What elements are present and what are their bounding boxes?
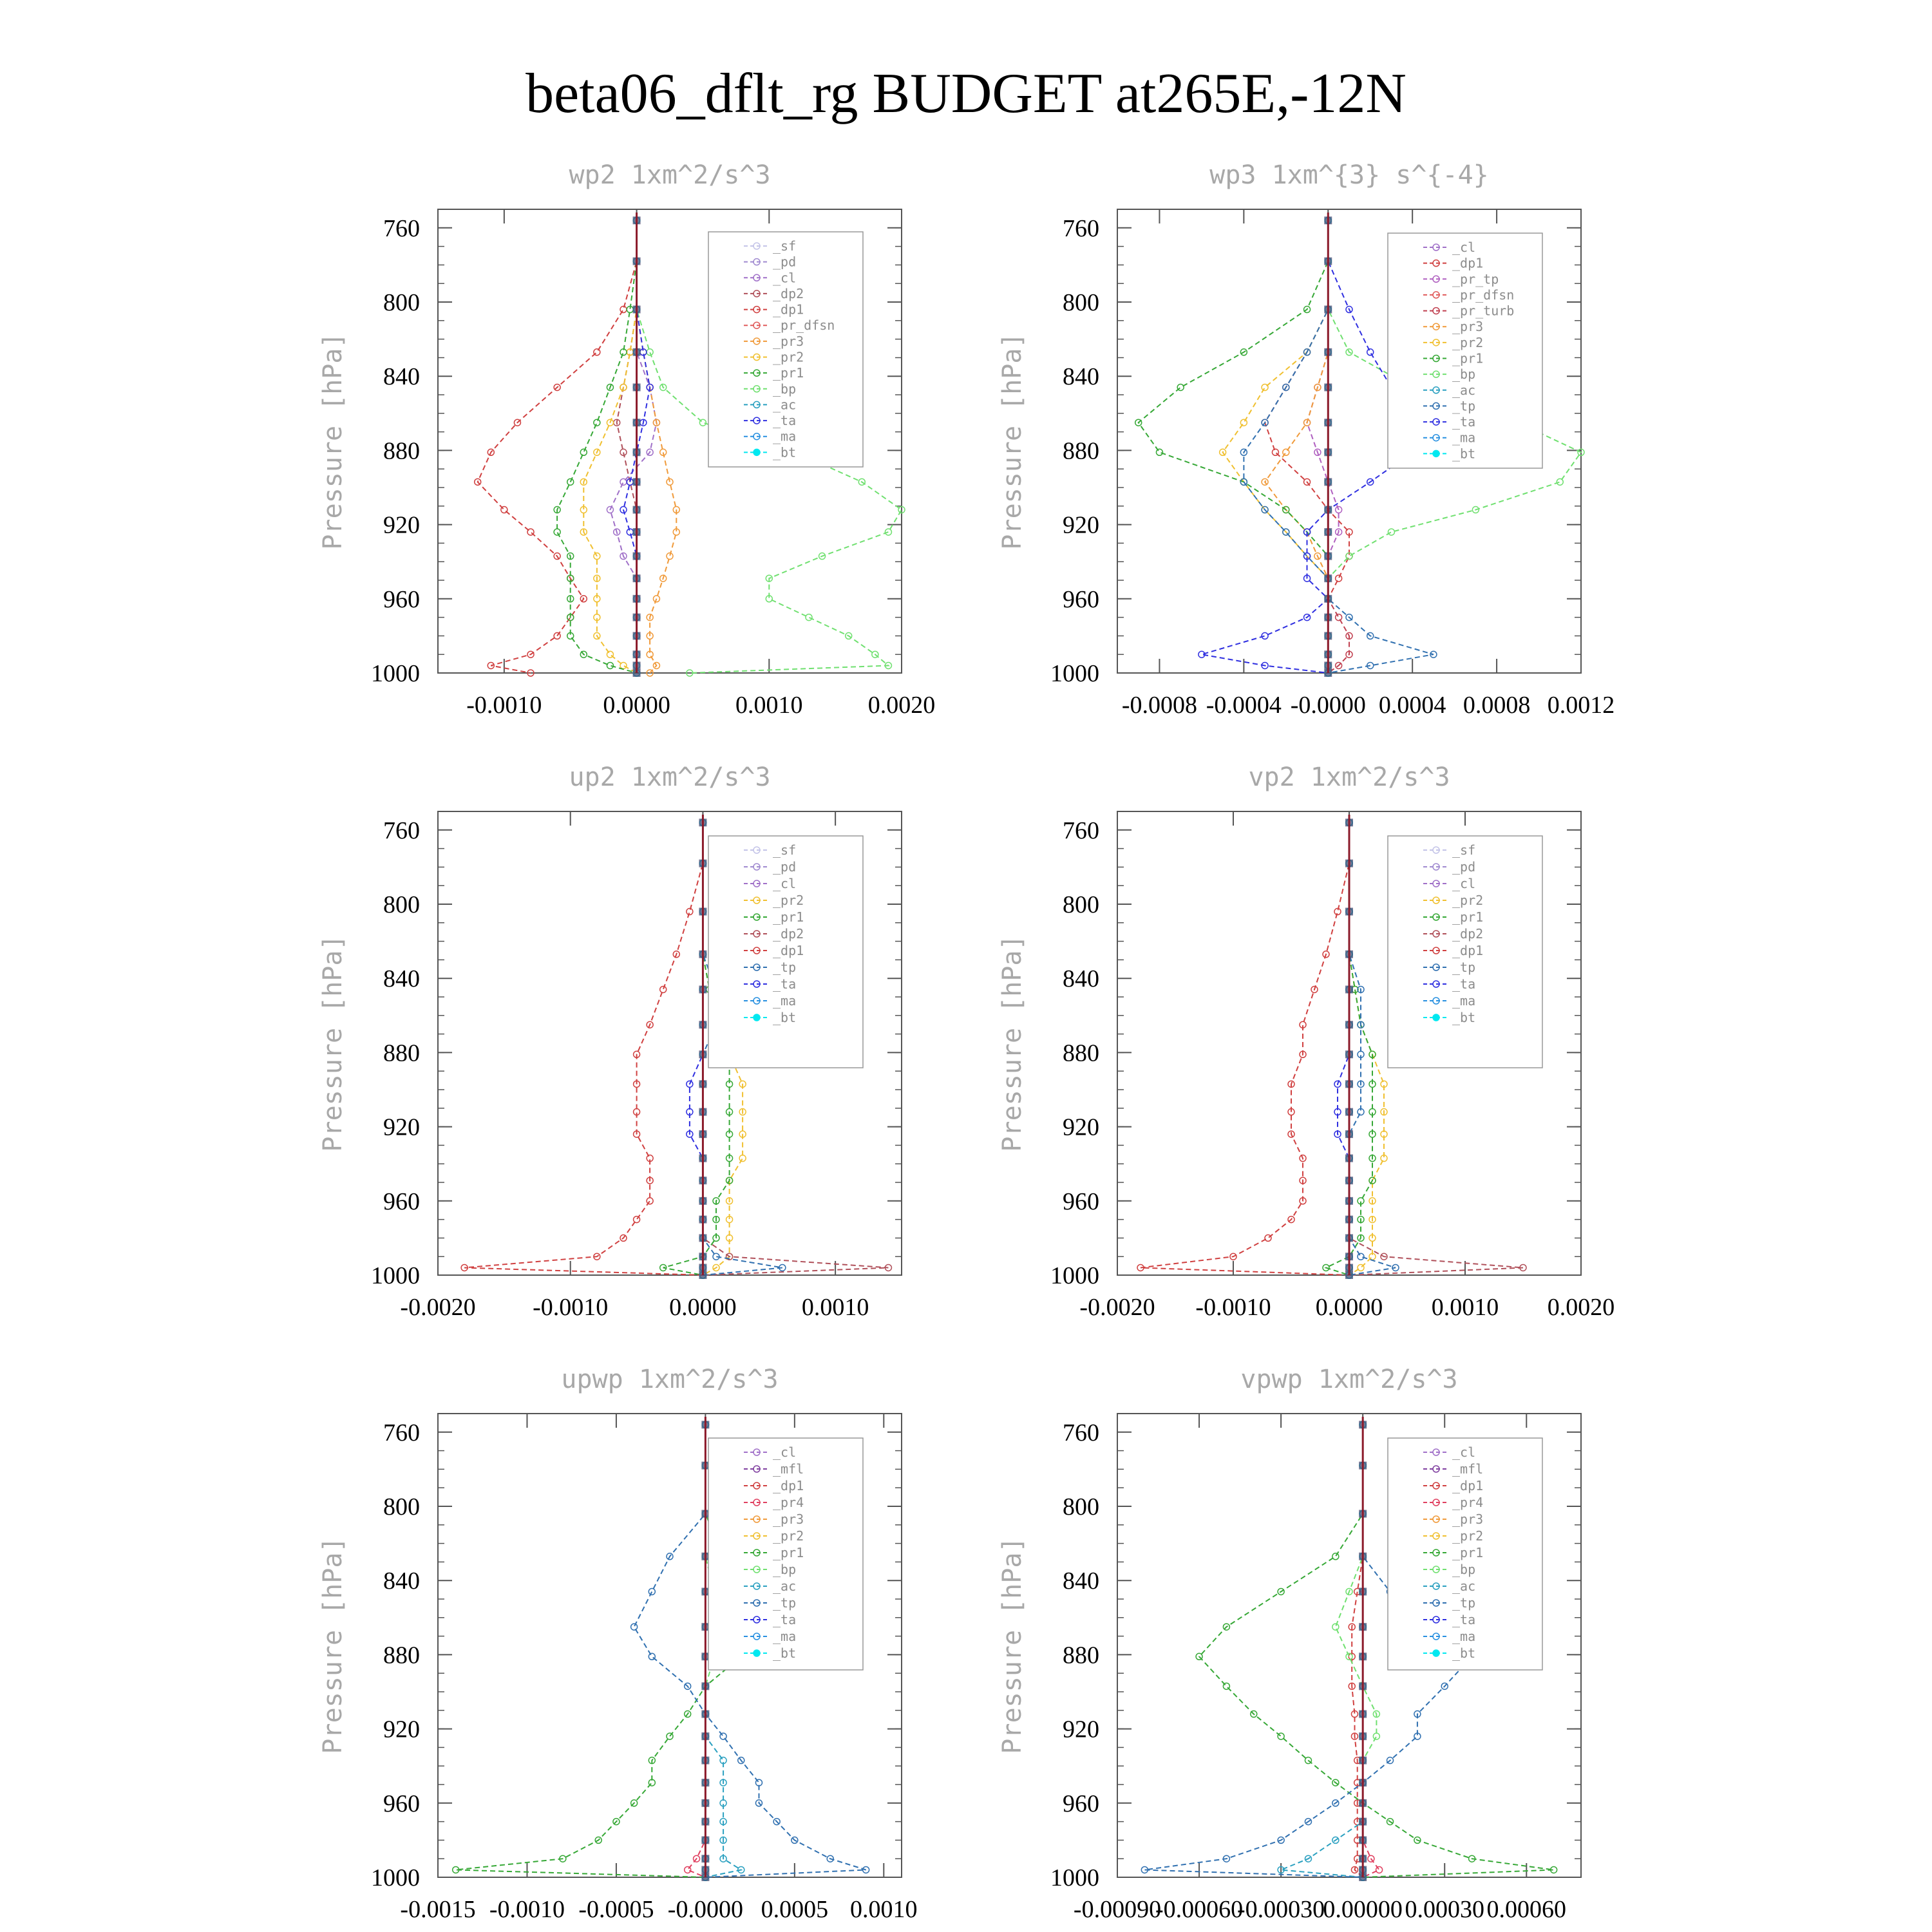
y-tick-label: 880 [1063, 1642, 1099, 1669]
data-point_pr1 [594, 419, 600, 426]
series-line_pr_tp [1307, 220, 1339, 673]
y-tick-label: 1000 [1050, 1262, 1099, 1289]
data-point_dp1 [647, 1198, 653, 1204]
legend-label_pr1: _pr1 [1452, 1545, 1484, 1560]
data-point_dp1 [660, 986, 667, 992]
legend-label_ma: _ma [773, 428, 797, 444]
legend [1388, 233, 1542, 468]
x-tick-label: 0.00030 [1405, 1896, 1484, 1923]
y-tick-label: 920 [1063, 1716, 1099, 1743]
data-point_dp1 [1336, 575, 1342, 582]
legend-label_mfl: _mfl [1452, 1461, 1484, 1477]
legend-marker_bt [1433, 1650, 1439, 1656]
data-point_pr2 [620, 662, 627, 668]
y-tick-label: 920 [383, 1716, 420, 1743]
legend-label_ma: _ma [1452, 1629, 1476, 1644]
legend-label_dp1: _dp1 [1452, 1478, 1484, 1493]
legend-label_pr1: _pr1 [1452, 350, 1484, 366]
data-point_pr2 [739, 1155, 746, 1162]
y-tick-label: 920 [383, 1113, 420, 1141]
legend-label_pr1: _pr1 [773, 365, 804, 381]
series-line_pr_turb [1328, 220, 1349, 673]
y-tick-label: 840 [383, 965, 420, 993]
data-point_tp [649, 1653, 655, 1660]
legend-label_cl: _cl [773, 876, 797, 891]
x-tick-label: -0.0000 [667, 1896, 743, 1923]
legend-label_dp2: _dp2 [773, 926, 804, 942]
figure-title: beta06_dflt_rg BUDGET at265E,-12N [526, 62, 1406, 125]
x-tick-label: -0.0010 [466, 692, 542, 719]
legend-label_bt: _bt [1452, 1645, 1476, 1661]
legend-label_cl: _cl [1452, 240, 1476, 255]
y-tick-label: 840 [1063, 965, 1099, 993]
x-tick-label: -0.0020 [1079, 1294, 1155, 1321]
y-tick-label: 800 [383, 1493, 420, 1520]
x-tick-label: -0.0020 [400, 1294, 476, 1321]
legend-label_dp1: _dp1 [1452, 255, 1484, 271]
legend-label_pr2: _pr2 [1452, 334, 1484, 350]
data-point_pr4 [1376, 1866, 1383, 1873]
data-point_pr_turb [1336, 614, 1342, 621]
legend-marker_bt [1433, 450, 1439, 457]
data-point_bp [885, 529, 891, 535]
x-tick-label: -0.0004 [1206, 692, 1282, 719]
data-point_pr1 [667, 1733, 673, 1739]
legend-marker_bt [753, 1014, 760, 1021]
legend [708, 1438, 863, 1670]
series-line_pr2 [1349, 822, 1384, 1275]
data-point_ta [1367, 349, 1374, 355]
legend [708, 232, 863, 467]
legend-label_ac: _ac [1452, 1578, 1476, 1594]
panel-title: vp2 1xm^2/s^3 [1248, 762, 1450, 792]
data-point_dp1 [634, 1217, 640, 1223]
y-axis-label: Pressure [hPa] [318, 332, 348, 550]
x-tick-label: 0.0010 [1431, 1294, 1499, 1321]
series-line_pr1 [1139, 220, 1329, 673]
y-tick-label: 920 [1063, 511, 1099, 539]
series-line_dp1 [1352, 1425, 1363, 1877]
data-point_dp1 [594, 349, 600, 355]
legend-label_tp: _tp [773, 1595, 797, 1611]
y-tick-label: 760 [383, 214, 420, 242]
legend [1388, 836, 1542, 1068]
series-line_dp2 [617, 220, 637, 673]
legend-label_ta: _ta [1452, 1612, 1476, 1627]
y-tick-label: 760 [1063, 817, 1099, 844]
legend-label_bt: _bt [1452, 1010, 1476, 1025]
y-tick-label: 960 [383, 1188, 420, 1215]
legend-label_ta: _ta [1452, 414, 1476, 430]
legend-label_sf: _sf [773, 238, 797, 254]
y-tick-label: 800 [383, 891, 420, 918]
y-tick-label: 1000 [371, 660, 420, 687]
legend-label_bp: _bp [773, 381, 797, 397]
y-tick-label: 840 [383, 363, 420, 391]
data-point_dp1 [527, 529, 534, 535]
panel-title: up2 1xm^2/s^3 [569, 762, 771, 792]
data-point_pr2 [1240, 419, 1247, 426]
panel-title: wp3 1xm^{3} s^{-4} [1209, 160, 1489, 190]
y-tick-label: 760 [383, 817, 420, 844]
data-point_dp1 [1265, 1235, 1271, 1241]
legend-label_tp: _tp [773, 960, 797, 975]
y-tick-label: 1000 [371, 1262, 420, 1289]
data-point_bp [1557, 478, 1563, 485]
x-tick-label: 0.0012 [1547, 692, 1615, 719]
x-tick-label: 0.0008 [1463, 692, 1531, 719]
y-tick-label: 880 [383, 1642, 420, 1669]
legend-label_dp1: _dp1 [1452, 943, 1484, 958]
data-point_pr1 [1156, 449, 1162, 455]
x-tick-label: 0.0005 [761, 1896, 829, 1923]
data-point_bp [699, 419, 706, 426]
legend-marker_bt [753, 449, 760, 455]
y-axis-label: Pressure [hPa] [998, 1537, 1027, 1754]
legend-label_pr2: _pr2 [1452, 893, 1484, 908]
x-tick-label: 0.00060 [1486, 1896, 1567, 1923]
data-point_pr2 [607, 651, 613, 658]
legend-label_dp1: _dp1 [773, 943, 804, 958]
series-line_dp1 [464, 822, 703, 1275]
data-point_bp [1388, 529, 1394, 535]
series-line_dp1 [478, 220, 637, 673]
legend-label_tp: _tp [1452, 398, 1476, 414]
legend-label_dp1: _dp1 [773, 301, 804, 317]
y-tick-label: 1000 [1050, 660, 1099, 687]
y-tick-label: 960 [383, 1790, 420, 1817]
data-point_bp [1332, 1624, 1339, 1630]
chart-panel-5 [318, 1365, 918, 1923]
legend-label_ac: _ac [1452, 382, 1476, 398]
x-tick-label: 0.0010 [850, 1896, 918, 1923]
legend-label_cl: _cl [1452, 876, 1476, 891]
legend-label_pr2: _pr2 [773, 1528, 804, 1544]
y-tick-label: 840 [383, 1567, 420, 1595]
y-axis-label: Pressure [hPa] [318, 934, 348, 1152]
legend-label_bp: _bp [1452, 366, 1476, 383]
series-line_ta [690, 822, 703, 1275]
y-tick-label: 760 [383, 1419, 420, 1446]
legend-label_sf: _sf [1452, 842, 1476, 858]
legend-label_tp: _tp [1452, 1595, 1476, 1611]
x-tick-label: 0.0020 [867, 692, 936, 719]
x-tick-label: -0.0008 [1121, 692, 1198, 719]
legend-label_pr2: _pr2 [1452, 1528, 1484, 1544]
legend-label_pr_turb: _pr_turb [1452, 303, 1515, 319]
legend-label_ta: _ta [773, 976, 797, 992]
legend-label_pd: _pd [773, 859, 797, 875]
y-axis-label: Pressure [hPa] [318, 1537, 348, 1754]
series-line_pr3 [637, 220, 677, 673]
legend-label_dp2: _dp2 [773, 285, 804, 301]
legend-label_cl: _cl [773, 270, 797, 286]
legend-marker_bt [1433, 1014, 1439, 1021]
data-point_dp1 [1272, 449, 1278, 455]
panel-title: upwp 1xm^2/s^3 [561, 1365, 779, 1394]
data-point_cl [620, 478, 627, 485]
y-tick-label: 960 [1063, 1188, 1099, 1215]
data-point_pr1 [554, 529, 560, 535]
y-axis-label: Pressure [hPa] [998, 934, 1027, 1152]
x-tick-label: 0.0000 [669, 1294, 737, 1321]
chart-panel-2 [998, 160, 1615, 719]
legend-label_pr3: _pr3 [773, 333, 804, 349]
y-tick-label: 800 [1063, 289, 1099, 316]
legend-label_pd: _pd [1452, 859, 1476, 875]
y-tick-label: 760 [1063, 214, 1099, 242]
legend-label_cl: _cl [773, 1444, 797, 1460]
legend-label_bp: _bp [773, 1562, 797, 1577]
data-point_pr1 [580, 449, 587, 455]
legend-label_pr4: _pr4 [773, 1495, 804, 1510]
data-point_pr3 [1283, 449, 1289, 455]
legend-label_pr3: _pr3 [1452, 319, 1484, 335]
legend-label_pr3: _pr3 [773, 1511, 804, 1527]
data-point_pr1 [1223, 1683, 1229, 1689]
y-tick-label: 840 [1063, 1567, 1099, 1595]
y-tick-label: 920 [383, 511, 420, 539]
y-tick-label: 800 [1063, 1493, 1099, 1520]
series-line_pr3 [1265, 220, 1328, 673]
data-point_tp [649, 1588, 655, 1595]
legend-label_bt: _bt [773, 1010, 797, 1025]
legend-label_dp1: _dp1 [773, 1478, 804, 1493]
y-tick-label: 880 [383, 1039, 420, 1067]
y-tick-label: 1000 [1050, 1864, 1099, 1891]
data-point_bp [1373, 1733, 1379, 1739]
legend-label_pr1: _pr1 [773, 909, 804, 925]
y-tick-label: 880 [1063, 437, 1099, 465]
data-point_pr1 [1278, 1733, 1284, 1739]
series-line_pr2 [1223, 220, 1329, 673]
y-tick-label: 760 [1063, 1419, 1099, 1446]
legend-label_ac: _ac [773, 397, 797, 413]
x-tick-label: -0.00030 [1237, 1896, 1325, 1923]
x-tick-label: -0.0015 [400, 1896, 476, 1923]
legend-label_bt: _bt [1452, 446, 1476, 462]
y-tick-label: 800 [383, 289, 420, 316]
series-line_pr4 [688, 1425, 706, 1877]
series-line_ta [1202, 220, 1412, 673]
chart-panel-6 [998, 1365, 1581, 1923]
x-tick-label: -0.0000 [1290, 692, 1366, 719]
legend-label_ta: _ta [773, 413, 797, 429]
y-tick-label: 1000 [371, 1864, 420, 1891]
legend-label_ma: _ma [773, 993, 797, 1009]
legend-label_ma: _ma [1452, 430, 1476, 446]
legend [708, 836, 863, 1068]
legend-label_bp: _bp [1452, 1562, 1476, 1577]
chart-panel-1 [318, 160, 935, 719]
x-tick-label: -0.00060 [1155, 1896, 1244, 1923]
legend-label_pr4: _pr4 [1452, 1495, 1484, 1510]
legend-marker_bt [753, 1650, 760, 1656]
series-line_ac [1281, 1425, 1363, 1877]
x-tick-label: -0.0005 [578, 1896, 654, 1923]
x-tick-label: 0.0000 [603, 692, 670, 719]
data-point_pr1 [1177, 384, 1184, 390]
data-point_pr2 [1262, 384, 1268, 390]
data-point_tp [631, 1624, 638, 1630]
legend-label_bt: _bt [773, 444, 797, 460]
legend-label_pr2: _pr2 [773, 349, 804, 365]
legend-label_ma: _ma [1452, 993, 1476, 1009]
data-point_bp [647, 349, 653, 355]
series-line_dp1 [1265, 220, 1349, 673]
chart-panel-3 [318, 762, 902, 1321]
legend-label_pr_dfsn: _pr_dfsn [1452, 287, 1515, 303]
legend [1388, 1438, 1542, 1670]
legend-label_pr3: _pr3 [1452, 1511, 1484, 1527]
legend-label_ma: _ma [773, 1629, 797, 1644]
x-tick-label: -0.00090 [1073, 1896, 1162, 1923]
y-axis-label: Pressure [hPa] [998, 332, 1027, 550]
series-line_bp [1336, 1425, 1377, 1877]
panel-title: wp2 1xm^2/s^3 [569, 160, 771, 190]
legend-label_ac: _ac [773, 1578, 797, 1594]
data-point_dp1 [501, 507, 507, 513]
legend-label_pr1: _pr1 [1452, 909, 1484, 925]
y-tick-label: 960 [1063, 1790, 1099, 1817]
data-point_pr2 [1358, 1264, 1364, 1271]
panel-title: vpwp 1xm^2/s^3 [1240, 1365, 1458, 1394]
x-tick-label: 0.0010 [735, 692, 803, 719]
legend-label_mfl: _mfl [773, 1461, 804, 1477]
x-tick-label: 0.0000 [1315, 1294, 1383, 1321]
legend-label_tp: _tp [1452, 960, 1476, 975]
x-tick-label: 0.0004 [1378, 692, 1446, 719]
x-tick-label: 0.0010 [801, 1294, 869, 1321]
data-point_pr4 [685, 1866, 691, 1873]
data-point_pr1 [1332, 1553, 1339, 1560]
legend-label_sf: _sf [773, 842, 797, 858]
legend-label_pr1: _pr1 [773, 1545, 804, 1560]
y-tick-label: 800 [1063, 891, 1099, 918]
legend-label_pr2: _pr2 [773, 893, 804, 908]
legend-label_ta: _ta [773, 1612, 797, 1627]
y-tick-label: 960 [383, 585, 420, 613]
legend-label_ta: _ta [1452, 976, 1476, 992]
legend-label_pr_tp: _pr_tp [1452, 271, 1499, 287]
legend-label_dp2: _dp2 [1452, 926, 1484, 942]
data-point_dp1 [554, 632, 560, 639]
y-tick-label: 840 [1063, 363, 1099, 391]
y-tick-label: 920 [1063, 1113, 1099, 1141]
x-tick-label: 0.00000 [1323, 1896, 1403, 1923]
series-line_dp1 [1141, 822, 1349, 1275]
y-tick-label: 960 [1063, 585, 1099, 613]
legend-label_pr_dfsn: _pr_dfsn [773, 317, 835, 334]
legend-label_pd: _pd [773, 254, 797, 270]
x-tick-label: -0.0010 [1195, 1294, 1271, 1321]
x-tick-label: -0.0010 [489, 1896, 565, 1923]
data-point_bp [806, 614, 812, 621]
x-tick-label: -0.0010 [533, 1294, 609, 1321]
data-point_tp [720, 1733, 726, 1739]
y-tick-label: 880 [1063, 1039, 1099, 1067]
legend-label_bt: _bt [773, 1645, 797, 1661]
legend-label_cl: _cl [1452, 1444, 1476, 1460]
x-tick-label: 0.0020 [1547, 1294, 1615, 1321]
y-tick-label: 880 [383, 437, 420, 465]
chart-panel-4 [998, 762, 1615, 1321]
data-point_tp [1358, 1253, 1364, 1260]
series-line_ta [1338, 822, 1349, 1275]
